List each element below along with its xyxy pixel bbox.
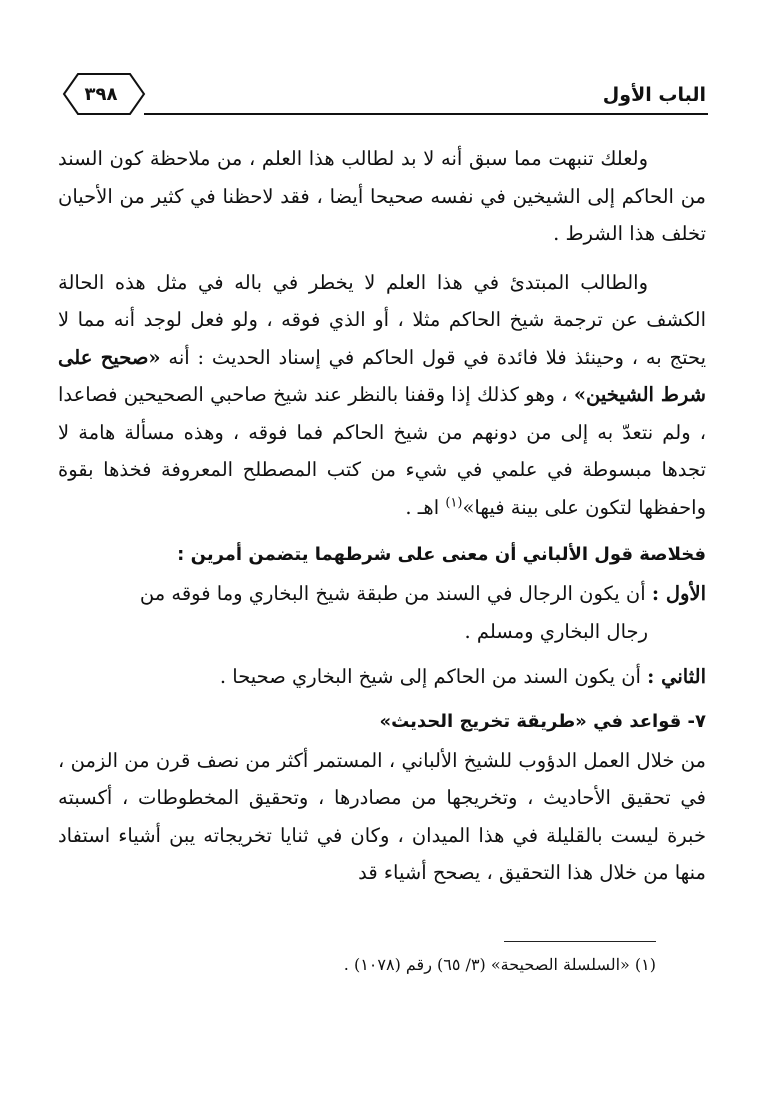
page-number: ٣٩٨ <box>84 84 118 105</box>
section-7-paragraph: من خلال العمل الدؤوب للشيخ الألباني ، المستمر أكثر من نصف قرن من الزمن ، في تحقيق الأحاديث ، وتخريجها من مصادرها ، وتحقيق المخطوطات ، أكسبته خبرة ليست بالقليلة في هذا الميدان ، وكان في ثنايا تخريجاته يبن أشياء استفاد منها من خلال هذا التحقيق ، يصحح أشياء قد <box>58 748 706 884</box>
summary-heading: فخلاصة قول الألباني أن معنى على شرطهما يتضمن أمرين : <box>177 544 706 565</box>
section-7-heading: ٧- قواعد في «طريقة تخريج الحديث» <box>379 710 706 732</box>
footnote-1: (١) «السلسلة الصحيحة» (٣/ ٦٥) رقم (١٠٧٨) . <box>343 955 656 974</box>
first-text: أن يكون الرجال في السند من طبقة شيخ البخاري وما فوقه من <box>139 582 652 605</box>
first-continuation: رجال البخاري ومسلم . <box>464 619 648 643</box>
chapter-title: الباب الأول <box>602 84 706 106</box>
paragraph-2-text-b: ، وهو كذلك إذا وقفنا بالنظر عند شيخ صاحبي الصحيحين فصاعدا ، ولم نتعدّ به إلى من دونهم من شيخ الحاكم فما فوقه ، وهذه مسألة هامة لا تجدها مبسوطة في علمي في شيء من كتب المصطلح المعروفة فخذها بقوة واحفظها لتكون على بينة فيها» <box>58 383 706 519</box>
page-body <box>58 140 706 903</box>
page-header <box>58 68 708 120</box>
quoted-phrase: «صحيح على شرط الشيخين» <box>58 345 706 406</box>
paragraph-2-text-a: والطالب المبتدئ في هذا العلم لا يخطر في باله في مثل هذه الحالة الكشف عن ترجمة شيخ الحاكم مثلا ، أو الذي فوقه ، ولو فعل لوجد أنه مما لا يحتج به ، وحينئذ فلا فائدة في قول الحاكم في إسناد الحديث : أنه <box>58 270 707 369</box>
footnote-reference: (١) <box>445 495 463 510</box>
paragraph-1: ولعلك تنبهت مما سبق أنه لا بد لطالب هذا العلم ، من ملاحظة كون السند من الحاكم إلى الشيخين في نفسه صحيحا أيضا ، فقد لاحظنا في كثير من الأحيان تخلف هذا الشرط . <box>58 147 706 245</box>
second-label: الثاني : <box>647 665 706 688</box>
summary-item-first <box>58 575 706 650</box>
second-text: أن يكون السند من الحاكم إلى شيخ البخاري صحيحا . <box>219 665 648 688</box>
paragraph-2 <box>58 264 706 527</box>
paragraph-2-end: اهـ . <box>405 495 446 519</box>
first-label: الأول : <box>651 582 706 605</box>
footnote-divider <box>504 941 656 942</box>
summary-item-second <box>58 658 706 696</box>
